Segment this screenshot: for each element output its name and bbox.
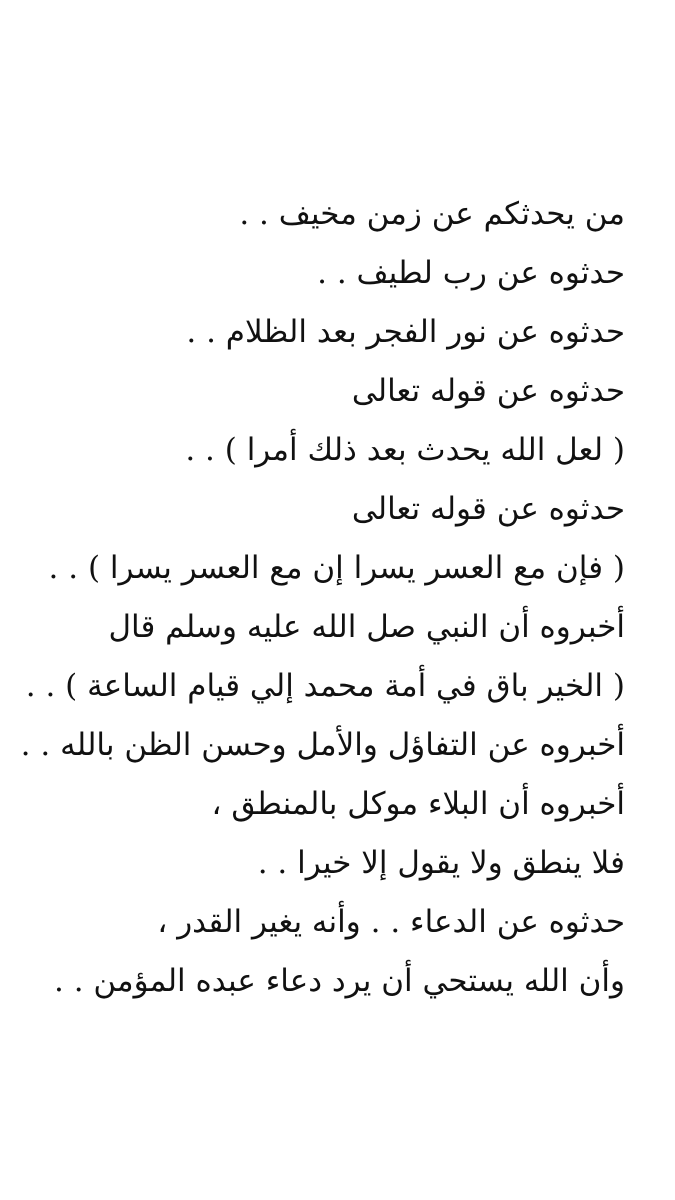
text-line: وأن الله يستحي أن يرد دعاء عبده المؤمن . . xyxy=(54,963,625,999)
text-line: حدثوه عن قوله تعالى xyxy=(351,491,625,527)
text-line: أخبروه عن التفاؤل والأمل وحسن الظن بالله . . xyxy=(20,727,625,763)
text-line: من يحدثكم عن زمن مخيف . . xyxy=(239,196,625,232)
text-line: حدثوه عن رب لطيف . . xyxy=(317,255,625,291)
text-line: حدثوه عن الدعاء . . وأنه يغير القدر ، xyxy=(157,904,625,940)
text-line: ( لعل الله يحدث بعد ذلك أمرا ) . . xyxy=(185,432,625,468)
text-line: أخبروه أن النبي صل الله عليه وسلم قال xyxy=(108,609,625,645)
text-line: ( الخير باق في أمة محمد إلي قيام الساعة ) . . xyxy=(25,668,625,704)
text-line: ( فإن مع العسر يسرا إن مع العسر يسرا ) . . xyxy=(48,550,625,586)
text-line: فلا ينطق ولا يقول إلا خيرا . . xyxy=(257,845,625,881)
text-line: حدثوه عن نور الفجر بعد الظلام . . xyxy=(186,314,625,350)
poem-text-block xyxy=(20,185,625,1011)
text-line: أخبروه أن البلاء موكل بالمنطق ، xyxy=(211,786,625,822)
text-line: حدثوه عن قوله تعالى xyxy=(351,373,625,409)
